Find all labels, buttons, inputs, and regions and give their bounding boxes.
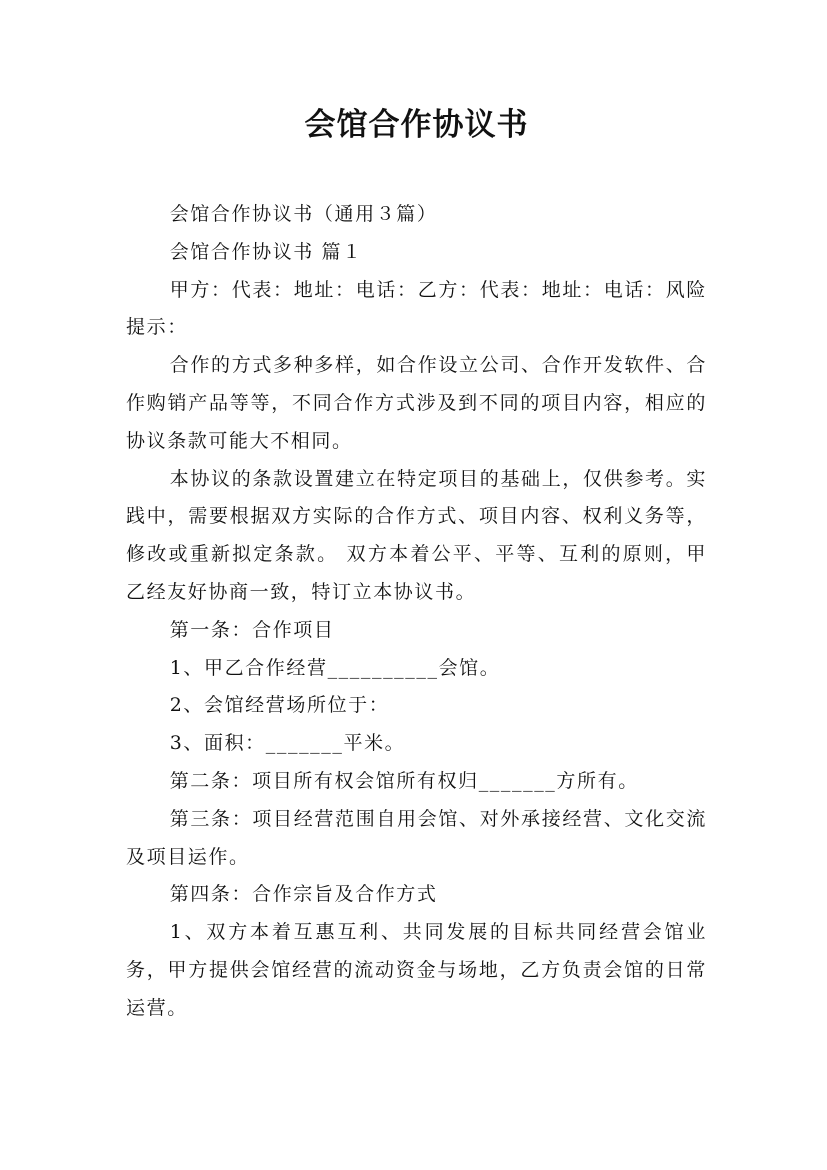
document-body bbox=[126, 196, 707, 1028]
article-4-item-1: 1、双方本着互惠互利、共同发展的目标共同经营会馆业务，甲方提供会馆经营的流动资金与场地，乙方负责会馆的日常运营。 bbox=[126, 921, 707, 1019]
article-4-heading: 第四条：合作宗旨及合作方式 bbox=[169, 883, 438, 906]
paragraph-section-heading: 会馆合作协议书 篇１ bbox=[169, 240, 363, 263]
document-title: 会馆合作协议书 bbox=[304, 107, 529, 143]
article-3: 第三条：项目经营范围自用会馆、对外承接经营、文化交流及项目运作。 bbox=[126, 807, 707, 868]
paragraph-subtitle: 会馆合作协议书（通用３篇） bbox=[169, 203, 438, 225]
article-1-item-1: 1、甲乙合作经营__________会馆。 bbox=[169, 656, 501, 679]
article-1-item-2: 2、会馆经营场所位于： bbox=[169, 694, 390, 717]
paragraph-risk-note: 合作的方式多种多样，如合作设立公司、合作开发软件、合作购销产品等等，不同合作方式涉及到不同的项目内容，相应的协议条款可能大不相同。 bbox=[126, 354, 707, 452]
paragraph-preamble: 本协议的条款设置建立在特定项目的基础上，仅供参考。实践中，需要根据双方实际的合作方式、项目内容、权利义务等，修改或重新拟定条款。 双方本着公平、平等、互利的原则，甲乙经友好协商一致，特订立本协议书。 bbox=[126, 467, 707, 603]
article-2: 第二条：项目所有权会馆所有权归_______方所有。 bbox=[169, 769, 639, 792]
article-1-item-3: 3、面积：_______平米。 bbox=[169, 732, 406, 755]
paragraph-parties: 甲方：代表：地址：电话：乙方：代表：地址：电话：风险提示： bbox=[126, 278, 707, 339]
article-1-heading: 第一条：合作项目 bbox=[169, 618, 335, 641]
